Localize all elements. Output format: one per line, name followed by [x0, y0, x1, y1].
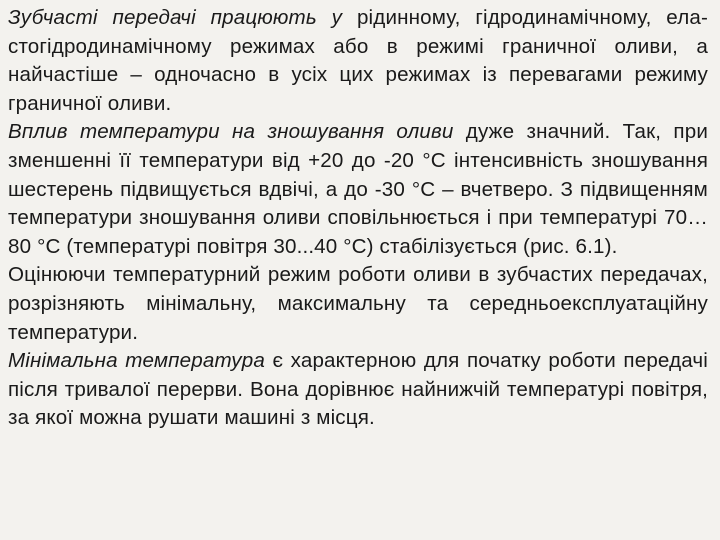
paragraph-gear-modes	[8, 4, 708, 118]
paragraph-temperature-regime	[8, 261, 708, 347]
paragraph-text: рідинному, гідродинамічному, ела-стогідродинамічному режимах або в режимі граничної оливи, а найчастіше – одночасно в усіх цих режимах із перевагами режиму граничної оливи.	[8, 6, 708, 115]
paragraph-minimum-temperature	[8, 347, 708, 433]
document-body	[8, 4, 708, 433]
paragraph-text: є характерною для початку роботи передачі після тривалої перерви. Вона дорівнює найнижчій температурі повітря, за якої можна рушати машині з місця.	[8, 349, 708, 430]
paragraph-text: дуже значний. Так, при зменшенні її температури від +20 до -20 °С інтенсивність зношування шестерень підвищується вдвічі, а до -30 °С – вчетверо. З підвищенням температури зношування оливи сповільнюється і при температурі 70…80 °С (температурі повітря 30...40 °С) стабілізується (рис. 6.1).	[8, 120, 708, 258]
italic-lead: Мінімальна температура	[8, 349, 265, 373]
italic-lead: Вплив температури на зношування оливи	[8, 120, 454, 144]
paragraph-text: Оцінюючи температурний режим роботи оливи в зубчастих передачах, розрізняють мінімальну, максимальну та середньоексплуатаційну температури.	[8, 263, 708, 344]
italic-lead: Зубчасті передачі працюють у	[8, 6, 343, 29]
paragraph-temperature-effect	[8, 118, 708, 261]
